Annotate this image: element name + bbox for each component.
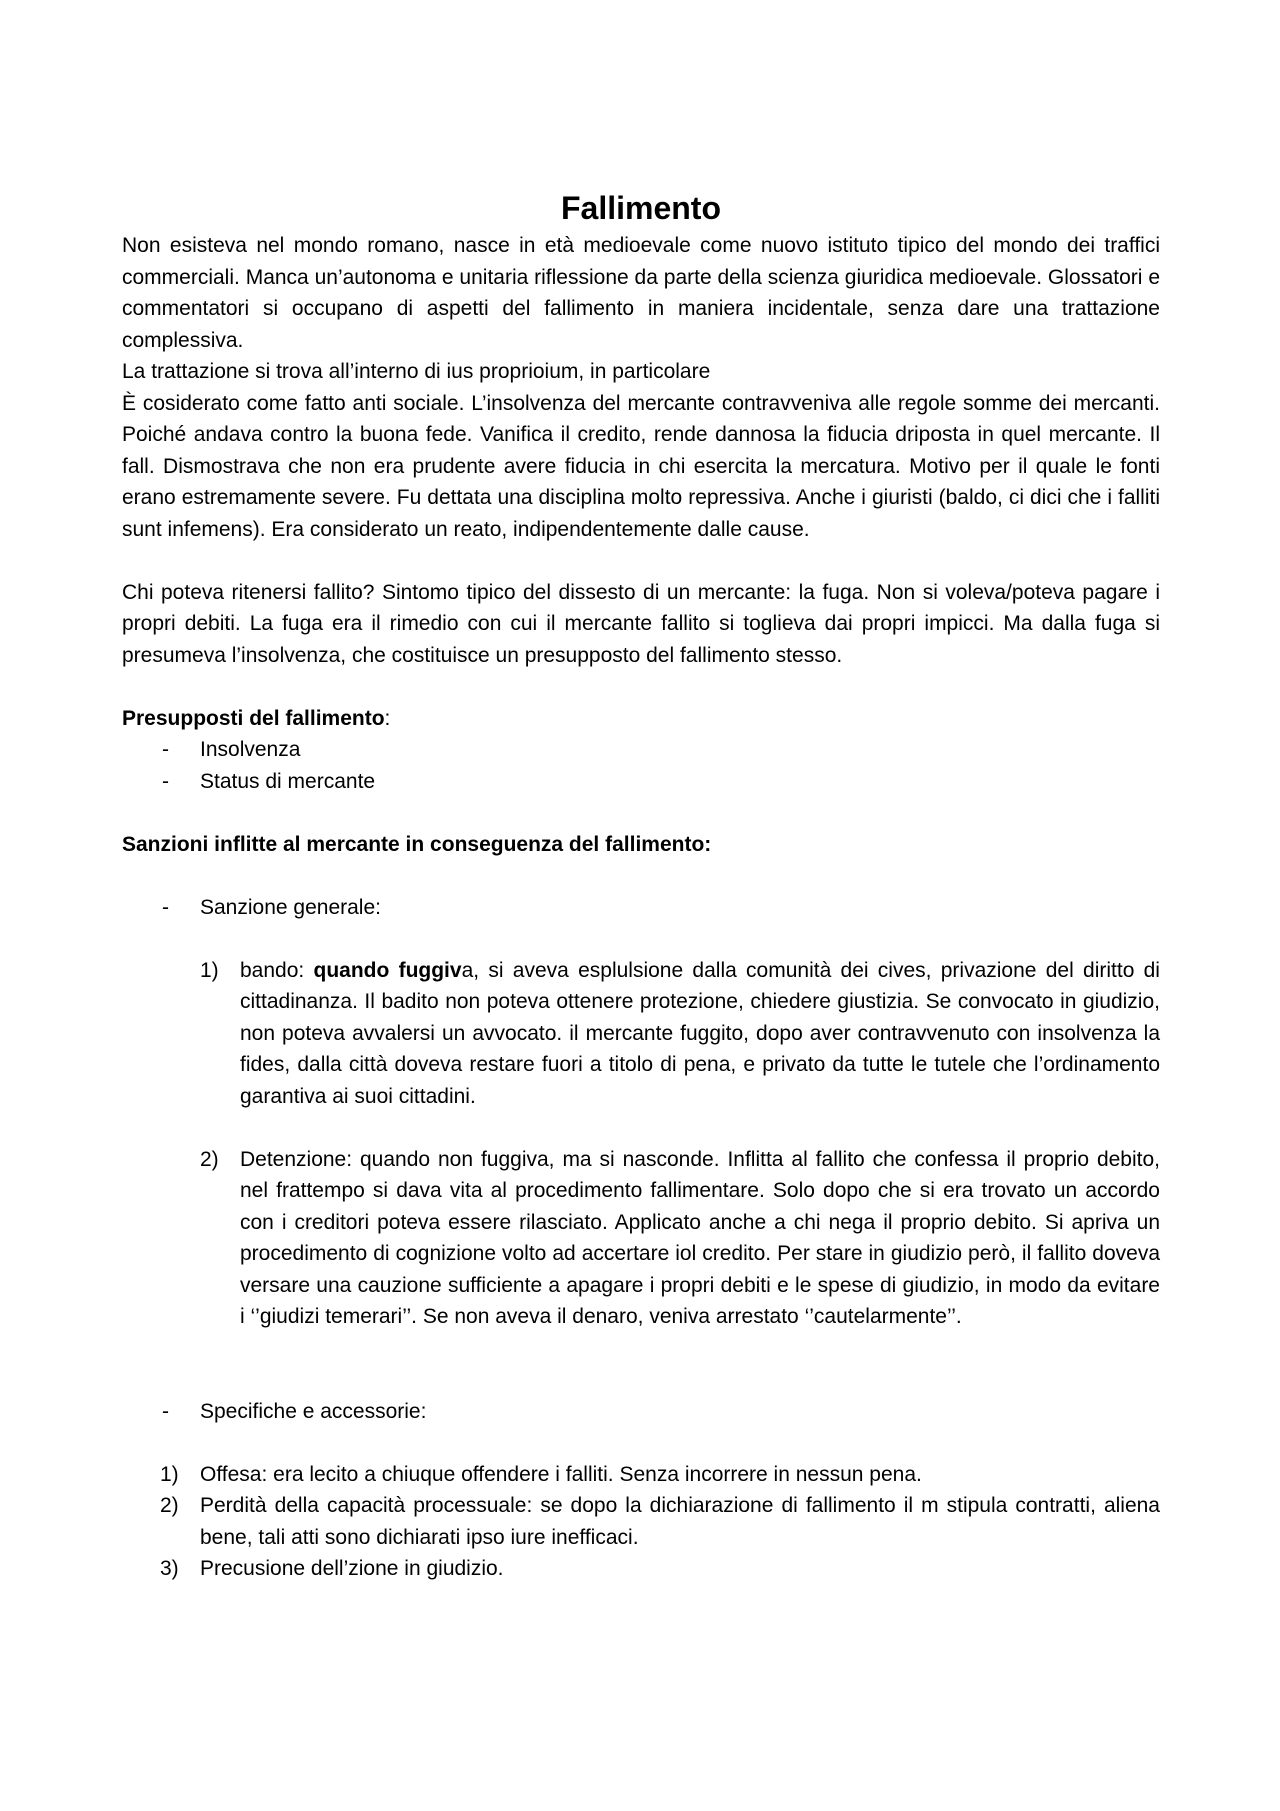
list-item: - Specifiche e accessorie: — [122, 1396, 1160, 1428]
specifiche-list — [122, 1396, 1160, 1428]
sanzioni-heading: Sanzioni inflitte al mercante in conseguenza del fallimento: — [122, 832, 712, 856]
intro-paragraph-2: La trattazione si trova all’interno di ius proprioium, in particolare — [122, 360, 711, 383]
specifica-text: Perdità della capacità processuale: se dopo la dichiarazione di fallimento il m stipula contratti, aliena bene, tali atti sono dichiarati ipso iure inefficaci. — [200, 1494, 1160, 1549]
presupposti-heading-text: Presupposti del fallimento — [122, 706, 385, 730]
sanzione-generale-list — [122, 892, 1160, 924]
detenzione-text: Detenzione: quando non fuggiva, ma si nasconde. Inflitta al fallito che confessa il proprio debito, nel frattempo si dava vita al procedimento fallimentare. Solo dopo che si era trovato un accordo con i creditori poteva essere rilasciato. Applicato anche a chi nega il proprio debito. Si apriva un procedimento di cognizione volto ad accertare iol credito. Per stare in giudizio però, il fallito doveva versare una cauzione sufficiente a apagare i propri debiti e le spese di giudizio, in modo da evitare i ‘’giudizi temerari’’. Se non aveva il denaro, veniva arrestato ‘’cautelarmente’’. — [240, 1147, 1160, 1328]
list-item: - Status di mercante — [122, 766, 1160, 798]
item-number: 1) — [200, 958, 219, 982]
item-number: 1) — [160, 1462, 179, 1486]
bando-item — [122, 955, 1160, 1113]
intro-paragraph-3: È cosiderato come fatto anti sociale. L’insolvenza del mercante contravveniva alle regole somme dei mercanti. Poiché andava contro la buona fede. Vanifica il credito, rende dannosa la fiducia driposta in quel mercante. Il fall. Dismostrava che non era prudente avere fiducia in chi esercita la mercatura. Motivo per il quale le fonti erano estremamente severe. Fu dettata una disciplina molto repressiva. Anche i giuristi (baldo, ci dici che i falliti sunt infemens). Era considerato un reato, indipendentemente dalle cause. — [122, 391, 1160, 541]
item-number: 3) — [160, 1557, 179, 1580]
presupposti-list — [122, 734, 1160, 797]
specifica-item-1 — [122, 1459, 1160, 1491]
document-page — [122, 186, 1160, 1585]
presupposti-heading-suffix: : — [384, 706, 391, 730]
bando-rest: a, si aveva esplulsione dalla comunità dei cives, privazione del diritto di cittadinanza. Il badito non poteva ottenere protezione, chiedere giustizia. Se convocato in giudizio, non poteva avvalersi un avvocato. il mercante fuggito, dopo aver contravvenuto con insolvenza la fides, dalla città doveva restare fuori a titolo di pena, e privato da tutte le tutele che l’ordinamento garantiva ai suoi cittadini. — [240, 958, 1160, 1108]
specifica-item-2 — [122, 1490, 1160, 1553]
specifica-text: Offesa: era lecito a chiuque offendere i falliti. Senza incorrere in nessun pena. — [200, 1462, 922, 1486]
list-item: - Insolvenza — [122, 734, 1160, 766]
intro-paragraph-1: Non esisteva nel mondo romano, nasce in età medioevale come nuovo istituto tipico del mondo dei traffici commerciali. Manca un’autonoma e unitaria riflessione da parte della scienza giuridica medioevale. Glossatori e commentatori si occupano di aspetti del fallimento in maniera incidentale, senza dare una trattazione complessiva. — [122, 234, 1160, 352]
item-number: 2) — [200, 1147, 219, 1171]
bando-lead: bando: — [240, 958, 314, 982]
specifica-text: Precusione dell’zione in giudizio. — [200, 1557, 504, 1580]
presupposti-heading — [122, 703, 1160, 735]
detenzione-item — [122, 1144, 1160, 1333]
fallito-paragraph: Chi poteva ritenersi fallito? Sintomo tipico del dissesto di un mercante: la fuga. Non si voleva/poteva pagare i propri debiti. La fuga era il rimedio con cui il mercante fallito si toglieva dai propri impicci. Ma dalla fuga si presumeva l’insolvenza, che costituisce un presupposto del fallimento stesso. — [122, 580, 1160, 667]
page-title: Fallimento — [560, 190, 721, 226]
bando-bold: quando fuggiv — [313, 958, 462, 982]
item-number: 2) — [160, 1494, 179, 1517]
specifica-item-3 — [122, 1553, 1160, 1585]
list-item: - Sanzione generale: — [122, 892, 1160, 924]
